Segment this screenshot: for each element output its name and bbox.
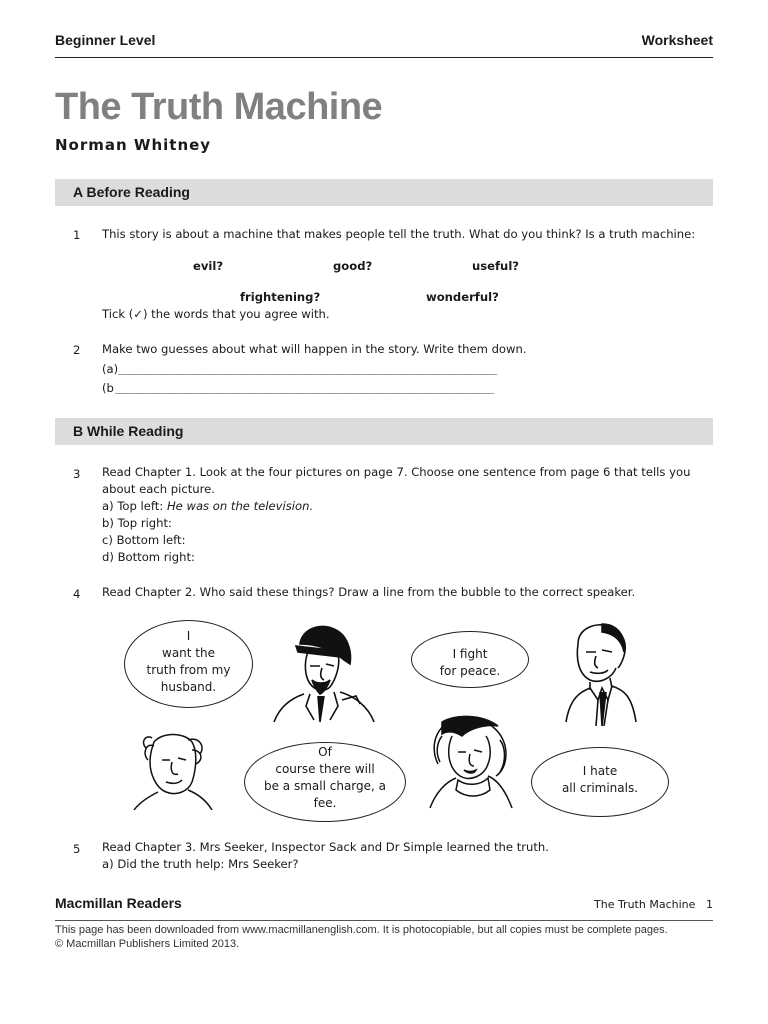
section-a-title: A Before Reading [73, 184, 190, 200]
word-wonderful: wonderful? [426, 290, 499, 304]
q1-number: 1 [73, 228, 81, 242]
bubble-line: husband. [160, 680, 217, 694]
q3-text-line1: Read Chapter 1. Look at the four pictures on page 7. Choose one sentence from page 6 that tells you [102, 465, 691, 479]
q3-number: 3 [73, 467, 81, 481]
bubble-line: I hate [582, 764, 618, 778]
q3-item-c: c) Bottom left: [102, 533, 186, 547]
q5-item-a: a) Did the truth help: Mrs Seeker? [102, 857, 299, 871]
level-label: Beginner Level [55, 32, 156, 48]
section-b-title: B While Reading [73, 423, 184, 439]
worksheet-label: Worksheet [641, 32, 713, 48]
q3-item-a-answer: He was on the television. [166, 499, 314, 513]
header-rule [55, 57, 713, 58]
bubble-line: I fight [452, 647, 488, 661]
bubble-line: course there will [275, 762, 375, 776]
q2-a-label: (a) [102, 362, 119, 376]
q3-text-line2: about each picture. [102, 482, 215, 496]
doctor-drawing[interactable] [562, 622, 640, 730]
bubble-line: all criminals. [561, 781, 639, 795]
bubble-line: for peace. [439, 664, 501, 678]
speech-bubble-wife[interactable] [124, 620, 253, 708]
author-name: Norman Whitney [55, 136, 212, 154]
mrs-seeker-drawing[interactable] [426, 714, 516, 810]
q2-b-label: (b [102, 381, 114, 395]
bubble-line: Of [318, 745, 332, 759]
copyright-notice: © Macmillan Publishers Limited 2013. [55, 938, 240, 950]
bubble-line: want the [162, 646, 215, 660]
footer-book-title: The Truth Machine [594, 898, 696, 911]
bubble-line: be a small charge, a [263, 779, 387, 793]
q4-text: Read Chapter 2. Who said these things? Draw a line from the bubble to the correct speaker. [102, 585, 636, 599]
q3-item-b: b) Top right: [102, 516, 172, 530]
section-a-header [55, 179, 713, 206]
inspector-drawing[interactable] [270, 622, 380, 726]
q2-text: Make two guesses about what will happen in the story. Write them down. [102, 342, 527, 356]
q3-item-d: d) Bottom right: [102, 550, 195, 564]
word-evil: evil? [193, 259, 224, 273]
q3-item-a [102, 498, 313, 515]
q3-item-a-label: a) Top left: [102, 499, 167, 513]
page-title: The Truth Machine [55, 86, 383, 128]
bubble-line: truth from my [146, 663, 231, 677]
q2-number: 2 [73, 343, 81, 357]
footer-rule [55, 920, 713, 921]
speech-bubble-criminals[interactable] [531, 747, 669, 817]
q4-number: 4 [73, 587, 81, 601]
publisher-label: Macmillan Readers [55, 895, 182, 911]
q5-number: 5 [73, 842, 81, 856]
page-number: 1 [706, 898, 713, 911]
speech-bubble-fee[interactable] [244, 742, 406, 822]
q5-text: Read Chapter 3. Mrs Seeker, Inspector Sack and Dr Simple learned the truth. [102, 840, 549, 854]
word-frightening: frightening? [240, 290, 321, 304]
old-man-drawing[interactable] [132, 730, 216, 810]
q2-b-answer-line[interactable]: _______________________________________________________________________ [115, 381, 493, 394]
word-useful: useful? [472, 259, 520, 273]
word-good: good? [333, 259, 373, 273]
bubble-line: I [186, 629, 191, 643]
speech-bubble-peace[interactable] [411, 631, 529, 688]
q1-instruction: Tick (✓) the words that you agree with. [102, 307, 330, 321]
section-b-header [55, 418, 713, 445]
download-notice: This page has been downloaded from www.macmillanenglish.com. It is photocopiable, but all copies must be complete pages. [55, 924, 668, 936]
q2-a-answer-line[interactable]: _______________________________________________________________________ [118, 362, 496, 375]
q1-text: This story is about a machine that makes people tell the truth. What do you think? Is a truth machine: [102, 227, 696, 241]
bubble-line: fee. [313, 796, 337, 810]
